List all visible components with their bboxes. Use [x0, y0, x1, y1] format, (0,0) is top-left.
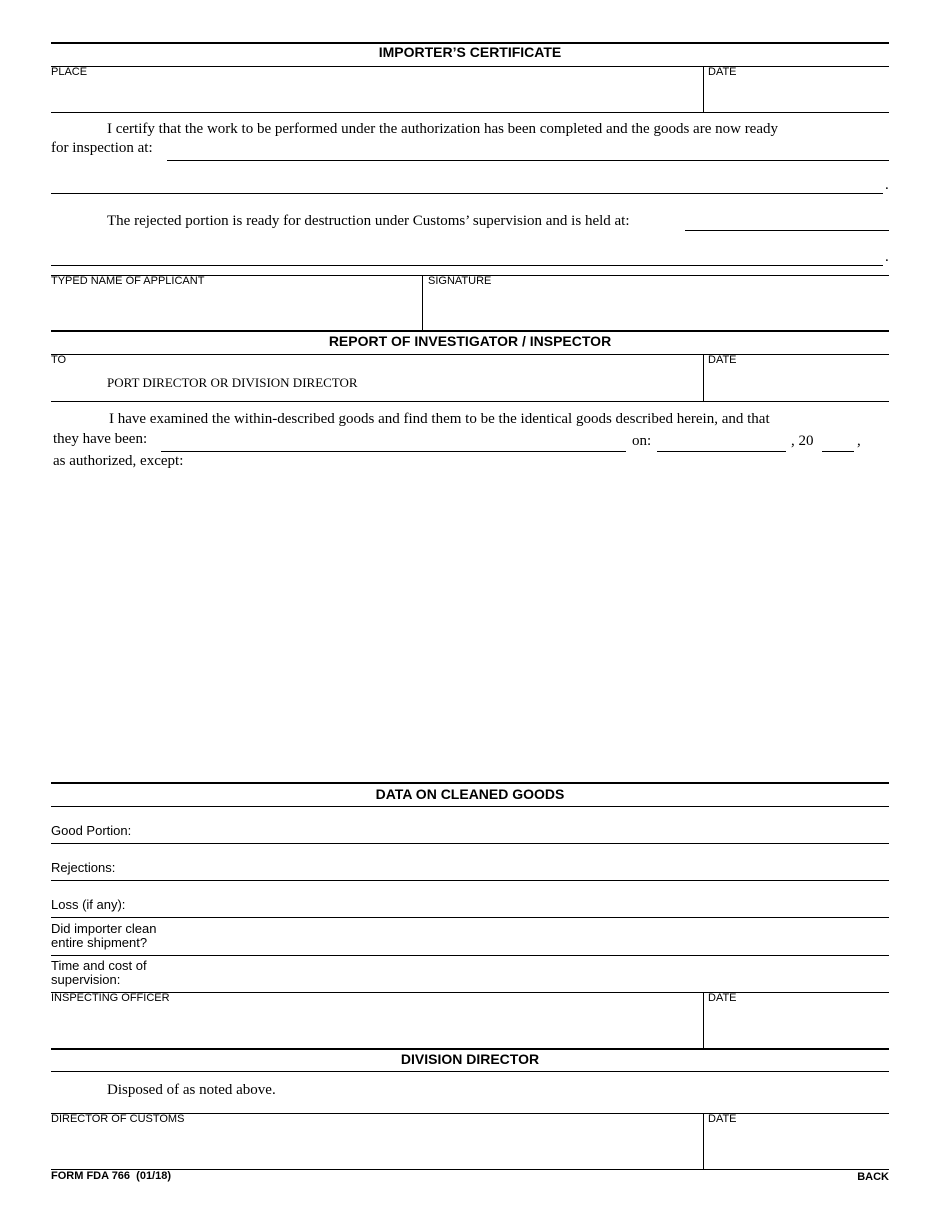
did-importer-clean-line2: entire shipment?: [51, 935, 148, 950]
period: .: [885, 249, 889, 265]
signature-label: SIGNATURE: [428, 275, 492, 287]
year-prefix: , 20: [791, 433, 814, 449]
investigator-report-heading: REPORT OF INVESTIGATOR / INSPECTOR: [328, 333, 612, 349]
disposition-line[interactable]: [161, 451, 626, 452]
to-value: PORT DIRECTOR OR DIVISION DIRECTOR: [107, 375, 358, 390]
section-rule: [51, 782, 889, 784]
place-field[interactable]: [51, 80, 701, 110]
rule: [51, 1071, 889, 1072]
rule: [51, 66, 889, 67]
typed-name-label: TYPED NAME OF APPLICANT: [51, 275, 205, 287]
period: .: [885, 177, 889, 193]
exceptions-area[interactable]: [51, 478, 889, 778]
did-importer-clean-field[interactable]: [170, 919, 888, 953]
time-cost-line1: Time and cost of: [51, 958, 147, 973]
loss-field[interactable]: [170, 882, 888, 916]
divider: [703, 354, 704, 401]
place-label: PLACE: [51, 66, 88, 78]
divider: [703, 992, 704, 1048]
director-signature-field[interactable]: [51, 1127, 701, 1167]
rule: [51, 917, 889, 918]
examined-text-line1: I have examined the within-described goods and find them to be the identical goods described herein, and that: [109, 411, 770, 427]
time-cost-field[interactable]: [170, 957, 888, 991]
time-cost-label: [51, 959, 147, 987]
rejected-portion-text: The rejected portion is ready for destruction under Customs’ supervision and is held at:: [107, 213, 630, 229]
rule: [51, 843, 889, 844]
rejections-label: Rejections:: [51, 860, 116, 875]
section-rule: [51, 330, 889, 332]
date-field[interactable]: [706, 368, 888, 398]
did-importer-clean-label: [51, 922, 157, 950]
division-director-heading: DIVISION DIRECTOR: [400, 1051, 540, 1067]
signature-field[interactable]: [425, 290, 887, 328]
form-id: FORM FDA 766 (01/18): [51, 1170, 172, 1182]
to-label: TO: [51, 354, 67, 366]
date-label: DATE: [708, 66, 737, 78]
inspection-location-line[interactable]: [167, 160, 889, 161]
good-portion-field[interactable]: [170, 808, 888, 842]
date-label: DATE: [708, 354, 737, 366]
divider: [422, 275, 423, 330]
typed-name-field[interactable]: [51, 290, 419, 328]
rule: [51, 1169, 889, 1170]
on-label: on:: [632, 433, 652, 449]
loss-label: Loss (if any):: [51, 897, 126, 912]
section-rule: [51, 1048, 889, 1050]
page-side-label: BACK: [857, 1171, 889, 1183]
rejections-field[interactable]: [170, 845, 888, 879]
certify-text-line2: for inspection at:: [51, 140, 153, 156]
importers-certificate-heading: IMPORTER’S CERTIFICATE: [378, 44, 562, 60]
date-field[interactable]: [706, 1006, 888, 1046]
date-label: DATE: [708, 1113, 737, 1125]
date-field[interactable]: [706, 1127, 888, 1167]
rule: [51, 112, 889, 113]
comma: ,: [857, 433, 861, 449]
inspecting-officer-field[interactable]: [51, 1006, 701, 1046]
date-field[interactable]: [706, 80, 888, 110]
did-importer-clean-line1: Did importer clean: [51, 921, 157, 936]
inspection-location-line-2[interactable]: [51, 193, 883, 194]
certify-text-line1: I certify that the work to be performed under the authorization has been completed and the goods are now ready: [107, 121, 779, 137]
held-at-line-2[interactable]: [51, 265, 883, 266]
date-line[interactable]: [657, 451, 786, 452]
date-label: DATE: [708, 992, 737, 1004]
held-at-line[interactable]: [685, 230, 889, 231]
they-have-been-label: they have been:: [53, 431, 148, 447]
rule: [51, 880, 889, 881]
disposed-text: Disposed of as noted above.: [107, 1082, 276, 1098]
director-of-customs-label: DIRECTOR OF CUSTOMS: [51, 1113, 185, 1125]
authorized-except-label: as authorized, except:: [53, 453, 184, 469]
divider: [703, 66, 704, 112]
good-portion-label: Good Portion:: [51, 823, 132, 838]
rule: [51, 955, 889, 956]
rule: [51, 992, 889, 993]
rule: [51, 354, 889, 355]
time-cost-line2: supervision:: [51, 972, 121, 987]
inspecting-officer-label: INSPECTING OFFICER: [51, 992, 170, 1004]
divider: [703, 1113, 704, 1169]
rule: [51, 806, 889, 807]
cleaned-goods-heading: DATA ON CLEANED GOODS: [375, 786, 565, 802]
year-line[interactable]: [822, 451, 854, 452]
rule: [51, 401, 889, 402]
